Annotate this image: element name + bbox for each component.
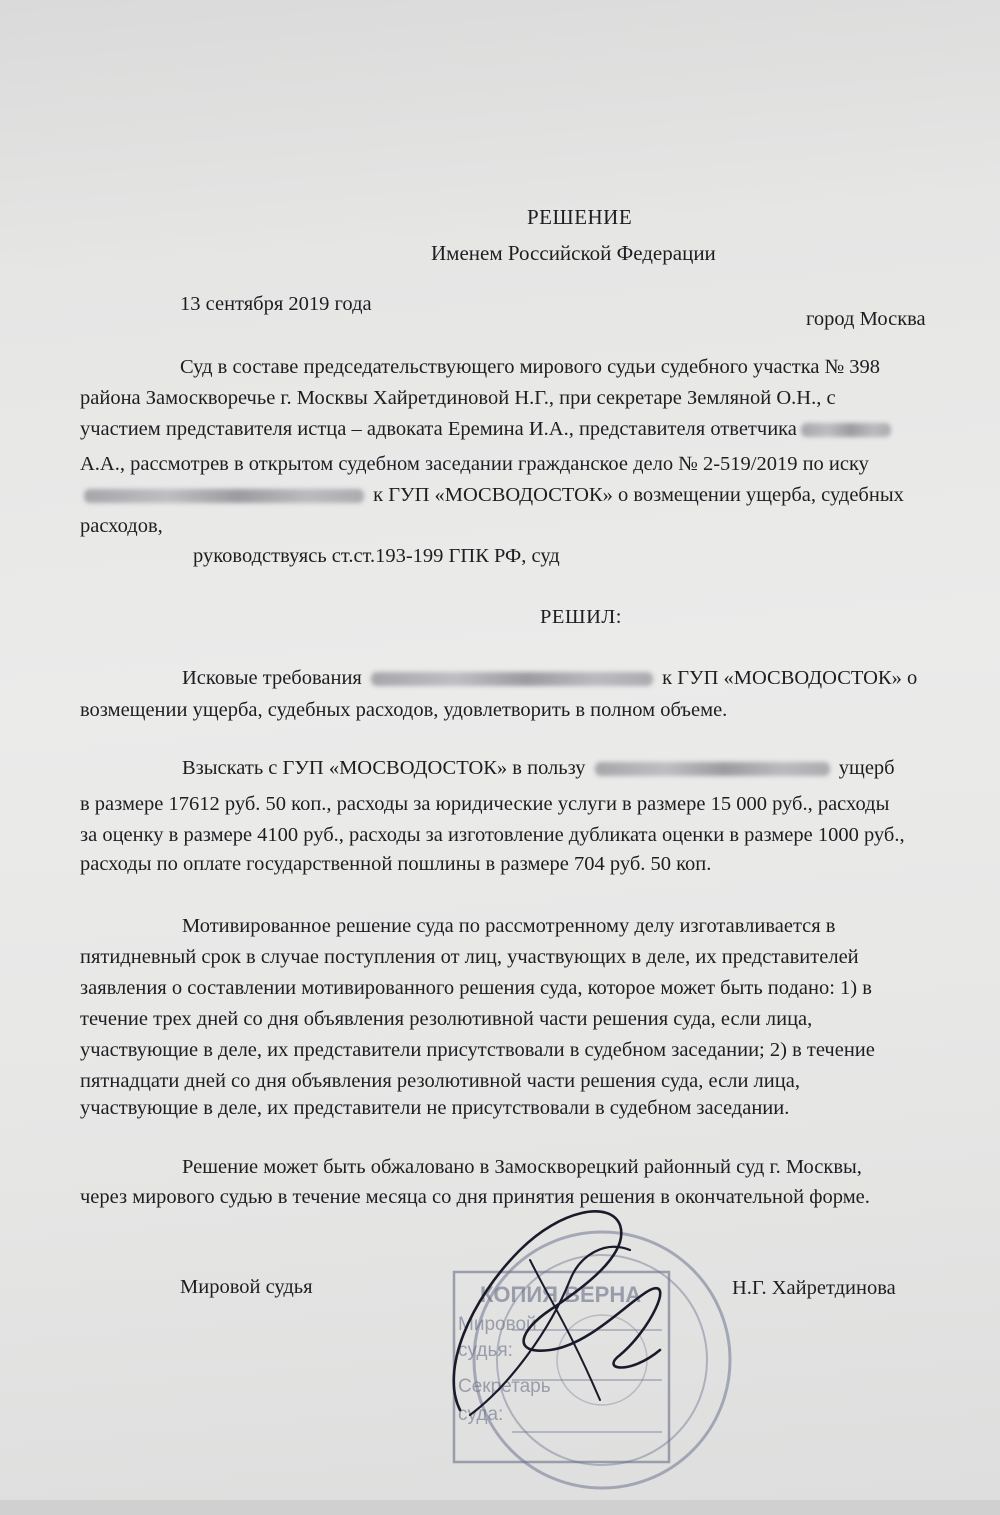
p2-line-3: за оценку в размере 4100 руб., расходы за изготовление дубликата оценки в размере 1000 руб.,	[80, 824, 905, 846]
intro-line-3	[80, 418, 895, 441]
p3-line-1: Мотивированное решение суда по рассмотренному делу изготавливается в	[182, 915, 836, 937]
document-title: РЕШЕНИЕ	[527, 205, 633, 229]
stamp-line-1: Мировой	[458, 1314, 537, 1335]
stamp-line-3: Секретарь	[458, 1376, 551, 1397]
p4-line-1: Решение может быть обжаловано в Замоскворецкий районный суд г. Москвы,	[182, 1156, 862, 1178]
intro-line-5-text: к ГУП «МОСВОДОСТОК» о возмещении ущерба, судебных	[373, 484, 904, 506]
p3-line-5: участвующие в деле, их представители присутствовали в судебном заседании; 2) в течение	[80, 1039, 875, 1061]
redacted-name	[595, 762, 830, 776]
stamp-line-2: судья:	[458, 1340, 513, 1361]
p2-line-1	[182, 757, 895, 780]
intro-line-1: Суд в составе председательствующего мирового судьи судебного участка № 398	[180, 356, 881, 378]
p1-line-2: возмещении ущерба, судебных расходов, удовлетворить в полном объеме.	[80, 699, 728, 721]
stamp-box-title: КОПИЯ ВЕРНА	[480, 1282, 642, 1307]
p3-line-4: течение трех дней со дня объявления резолютивной части решения суда, если лица,	[80, 1008, 813, 1030]
judge-name: Н.Г. Хайретдинова	[732, 1277, 896, 1299]
judge-label: Мировой судья	[180, 1276, 313, 1298]
stamp-line-4: суда:	[458, 1404, 504, 1425]
redacted-name	[84, 489, 364, 503]
signature-icon	[400, 1180, 730, 1440]
redacted-name	[371, 672, 653, 686]
document-city: город Москва	[806, 308, 926, 330]
p2-line-4: расходы по оплате государственной пошлины в размере 704 руб. 50 коп.	[80, 853, 712, 875]
document-subtitle: Именем Российской Федерации	[431, 241, 716, 265]
guided-by-line: руководствуясь ст.ст.193-199 ГПК РФ, суд	[193, 545, 560, 567]
p4-line-2: через мирового судью в течение месяца со дня принятия решения в окончательной форме.	[80, 1186, 870, 1208]
redacted-name	[801, 423, 891, 437]
p1-line-1	[182, 667, 917, 690]
intro-line-2: района Замоскворечье г. Москвы Хайретдиновой Н.Г., при секретаре Земляной О.Н., с	[80, 387, 836, 409]
p3-line-6: пятнадцати дней со дня объявления резолютивной части решения суда, если лица,	[80, 1070, 800, 1092]
p3-line-7: участвующие в деле, их представители не присутствовали в судебном заседании.	[80, 1097, 790, 1119]
intro-line-3-text: участием представителя истца – адвоката Еремина И.А., представителя ответчика	[80, 418, 797, 440]
p1-line-1-rest: к ГУП «МОСВОДОСТОК» о	[662, 667, 918, 689]
p2-line-2: в размере 17612 руб. 50 коп., расходы за юридические услуги в размере 15 000 руб., расходы	[80, 793, 890, 815]
judge-signature	[400, 1180, 730, 1440]
p3-line-3: заявления о составлении мотивированного решения суда, которое может быть подано: 1) в	[80, 977, 872, 999]
intro-line-6: расходов,	[80, 515, 163, 537]
p3-line-2: пятидневный срок в случае поступления от лиц, участвующих в деле, их представителей	[80, 946, 859, 968]
decided-heading: РЕШИЛ:	[540, 606, 623, 628]
p1-line-1-start: Исковые требования	[182, 667, 362, 689]
p2-line-1-rest: ущерб	[838, 757, 895, 779]
intro-line-5	[80, 484, 904, 507]
p2-line-1-start: Взыскать с ГУП «МОСВОДОСТОК» в пользу	[182, 757, 586, 779]
intro-line-4: А.А., рассмотрев в открытом судебном заседании гражданское дело № 2-519/2019 по иску	[80, 453, 869, 475]
document-date: 13 сентября 2019 года	[180, 293, 372, 315]
